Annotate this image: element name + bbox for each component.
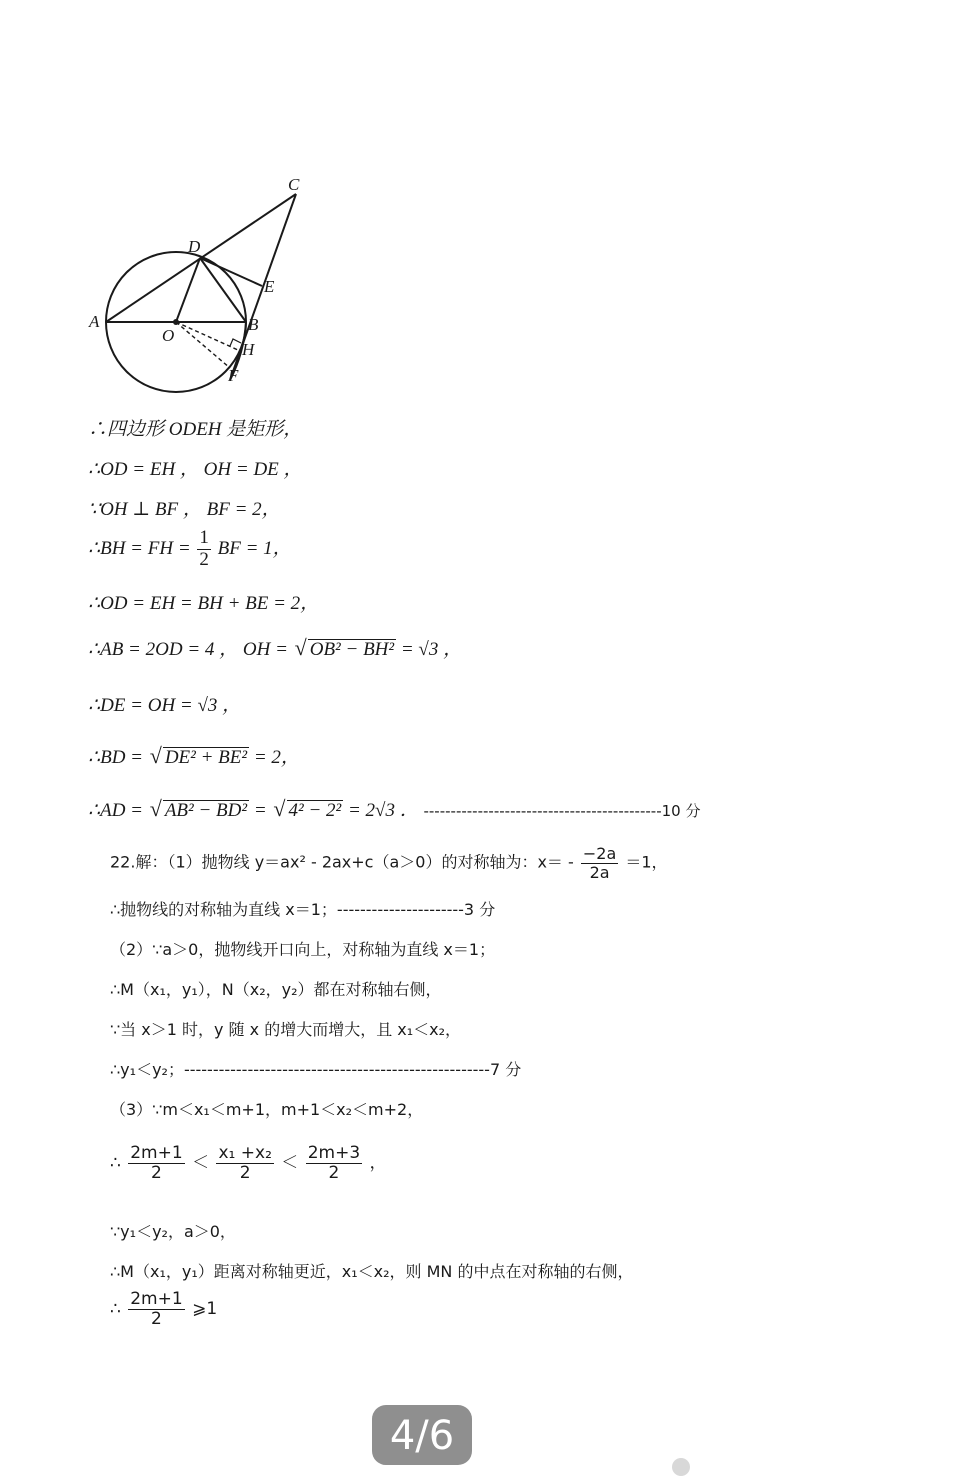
proof-text: = 2， [253, 747, 300, 768]
solution-text: （3）∵m＜x₁＜m+1，m+1＜x₂＜m+2， [110, 1100, 424, 1119]
label-c: C [288, 175, 300, 194]
proof-line [88, 528, 292, 571]
solution-text: ＜ [281, 1153, 299, 1174]
proof-line: ∴AB = 2OD = 4 ， OH = √ OB² − BH² = √3 ， [88, 635, 463, 660]
fraction-numerator: −2a [582, 844, 617, 863]
label-h: H [242, 340, 255, 359]
radicand: DE² + BE² [164, 747, 248, 768]
segment-cf [230, 194, 296, 380]
watermark-icon [672, 1458, 690, 1476]
label-o: O [162, 326, 175, 345]
fraction-numerator: 2m+1 [130, 1143, 183, 1163]
fraction-denominator: 2 [239, 1162, 251, 1183]
solution-text: ∴ [110, 1299, 121, 1320]
fraction-denominator: 2a [589, 862, 610, 882]
solution-text: ∴M（x₁，y₁）距离对称轴更近，x₁＜x₂，则 MN 的中点在对称轴的右侧， [110, 1262, 634, 1281]
label-b: B [248, 315, 259, 334]
proof-line [88, 494, 281, 521]
dashed-oh [176, 322, 238, 350]
solution-text: ∴y₁＜y₂；-----------------------------------------------------7 分 [110, 1060, 522, 1079]
fraction-denominator: 2 [328, 1162, 340, 1183]
right-angle-mark [230, 339, 241, 346]
solution-text: ⩾1 [192, 1299, 218, 1320]
proof-line [88, 690, 241, 717]
label-a: A [89, 312, 100, 331]
radicand: AB² − BD² [164, 800, 248, 821]
proof-text: ∴DE = OH = √3 ， [88, 695, 242, 716]
solution-line [110, 1219, 236, 1242]
proof-text: ∴BH = FH = [88, 537, 191, 559]
solution-text: ∴ [110, 1153, 121, 1174]
fraction-denominator: 2 [151, 1308, 162, 1329]
solution-text: ， [369, 1153, 387, 1174]
geometry-diagram [80, 168, 320, 400]
solution-line [110, 937, 495, 960]
solution-line [110, 1144, 387, 1182]
label-e: E [264, 277, 275, 296]
fraction-numerator: 2m+3 [307, 1143, 361, 1163]
score-mark: --------------------------------------------10 分 [423, 802, 701, 820]
solution-text: ∵y₁＜y₂，a＞0， [110, 1222, 236, 1241]
dashed-of [176, 322, 230, 368]
fraction-numerator: x₁ +x₂ [218, 1143, 272, 1163]
solution-text: ∴M（x₁，y₁），N（x₂，y₂）都在对称轴右侧， [110, 980, 442, 999]
fraction-numerator: 1 [199, 527, 209, 548]
page-indicator: 4/6 [372, 1405, 472, 1465]
solution-text: ＝1， [625, 852, 668, 872]
solution-line [110, 1290, 217, 1328]
proof-line [88, 588, 319, 615]
proof-line: ∴BD = √ DE² + BE² = 2， [88, 743, 300, 768]
proof-text: ∴AD = [88, 800, 143, 821]
solution-text: 22.解：（1）抛物线 y＝ax² - 2ax+c（a＞0）的对称轴为：x＝ - [110, 852, 574, 872]
fraction [581, 845, 618, 881]
fraction-denominator: 2 [151, 1162, 162, 1183]
label-d: D [188, 237, 201, 256]
solution-text: ＜ [192, 1153, 210, 1174]
solution-text: ∵当 x＞1 时，y 随 x 的增大而增大，且 x₁＜x₂， [110, 1020, 462, 1039]
proof-text: = 2√3 ． [347, 800, 419, 821]
fraction [128, 1144, 184, 1182]
solution-text: ∴抛物线的对称轴为直线 x＝1；----------------------3 分 [110, 900, 496, 919]
fraction-denominator: 2 [199, 548, 209, 570]
proof-text: = √3 ， [400, 639, 463, 660]
solution-line [110, 1097, 423, 1120]
proof-text: ∴OD = EH = BH + BE = 2， [88, 593, 320, 614]
proof-text: = [253, 800, 267, 821]
proof-text: ∴OD = EH ， OH = DE ， [88, 459, 303, 480]
fraction [128, 1290, 184, 1328]
proof-line: ∴AD = √ AB² − BD² = √ 4² − 2² = 2√3 ． --------------------------------------------10 分 [88, 796, 701, 821]
solution-line [110, 1259, 633, 1282]
proof-text: ∴AB = 2OD = 4 ， OH = [88, 639, 288, 660]
fraction [216, 1144, 273, 1182]
radicand: OB² − BH² [309, 639, 395, 660]
proof-text: ∴BD = [88, 747, 143, 768]
proof-line [88, 454, 303, 481]
solution-line [110, 897, 495, 920]
solution-line [110, 1057, 521, 1080]
solution-line [110, 845, 668, 881]
solution-line [110, 1017, 461, 1040]
radicand: 4² − 2² [288, 800, 342, 821]
proof-text: ∵OH ⊥ BF ， BF = 2， [88, 499, 281, 520]
proof-line [88, 414, 302, 441]
label-f: F [228, 366, 239, 385]
proof-text: BF = 1， [217, 537, 292, 559]
proof-text: ∴四边形 ODEH 是矩形， [88, 419, 303, 440]
center-dot [173, 319, 179, 325]
fraction [197, 528, 211, 571]
solution-line [110, 977, 442, 1000]
fraction-numerator: 2m+1 [130, 1289, 183, 1309]
solution-text: （2）∵a＞0，抛物线开口向上，对称轴为直线 x＝1； [110, 940, 496, 959]
fraction [306, 1144, 362, 1182]
